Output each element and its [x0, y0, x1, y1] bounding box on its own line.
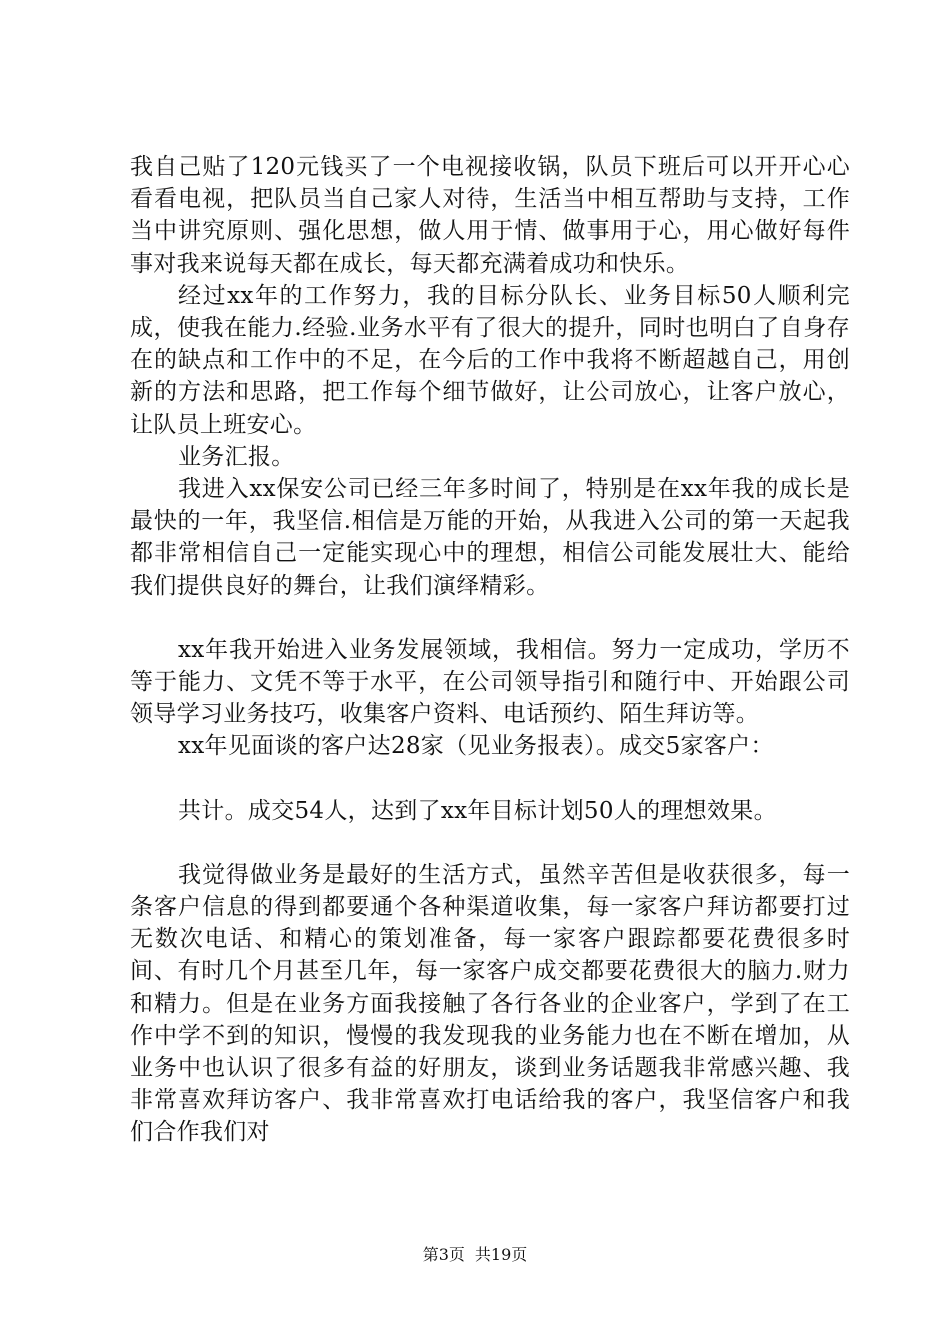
paragraph-spacer — [130, 763, 850, 795]
paragraph-joined-company: 我进入xx保安公司已经三年多时间了，特别是在xx年我的成长是最快的一年，我坚信.相信是万能的开始，从我进入公司的第一天起我都非常相信自己一定能实现心中的理想，相信公司能发展壮大、能给我们提供良好的舞台，让我们演绎精彩。 — [130, 476, 850, 599]
page-footer — [0, 1245, 950, 1265]
paragraph-spacer — [130, 827, 850, 859]
section-heading-business-report: 业务汇报。 — [178, 443, 295, 470]
paragraph-business-lifestyle: 我觉得做业务是最好的生活方式，虽然辛苦但是收获很多，每一条客户信息的得到都要通个各种渠道收集，每一家客户拜访都要打过无数次电话、和精心的策划准备，每一家客户跟踪都要花费很多时间、有时几个月甚至几年，每一家客户成交都要花费很大的脑力.财力和精力。但是在业务方面我接触了各行各业的企业客户，学到了在工作中学不到的知识，慢慢的我发现我的业务能力也在不断在增加，从业务中也认识了很多有益的好朋友，谈到业务话题我非常感兴趣、我非常喜欢拜访客户、我非常喜欢打电话给我的客户，我坚信客户和我们合作我们对 — [130, 861, 850, 1146]
paragraph-tv-receiver: 我自己贴了120元钱买了一个电视接收锅，队员下班后可以开开心心看看电视，把队员当自己家人对待，生活当中相互帮助与支持，工作当中讲究原则、强化思想，做人用于情、做事用于心，用心做好每件事对我来说每天都在成长，每天都充满着成功和快乐。 — [130, 154, 850, 277]
page-total: 共19页 — [474, 1245, 528, 1264]
document-body — [130, 151, 850, 1149]
paragraph-business-development: xx年我开始进入业务发展领域，我相信。努力一定成功，学历不等于能力、文凭不等于水平，在公司领导指引和随行中、开始跟公司领导学习业务技巧，收集客户资料、电话预约、陌生拜访等。 — [130, 636, 850, 728]
paragraph-total-deals: 共计。成交54人，达到了xx年目标计划50人的理想效果。 — [178, 797, 777, 824]
paragraph-work-goals: 经过xx年的工作努力，我的目标分队长、业务目标50人顺利完成，使我在能力.经验.业务水平有了很大的提升，同时也明白了自身存在的缺点和工作中的不足，在今后的工作中我将不断超越自己，用创新的方法和思路，把工作每个细节做好，让公司放心，让客户放心，让队员上班安心。 — [130, 282, 850, 438]
paragraph-spacer — [130, 602, 850, 634]
paragraph-clients-met: xx年见面谈的客户达28家（见业务报表）。成交5家客户： — [178, 733, 774, 760]
page-number: 第3页 — [422, 1245, 465, 1264]
